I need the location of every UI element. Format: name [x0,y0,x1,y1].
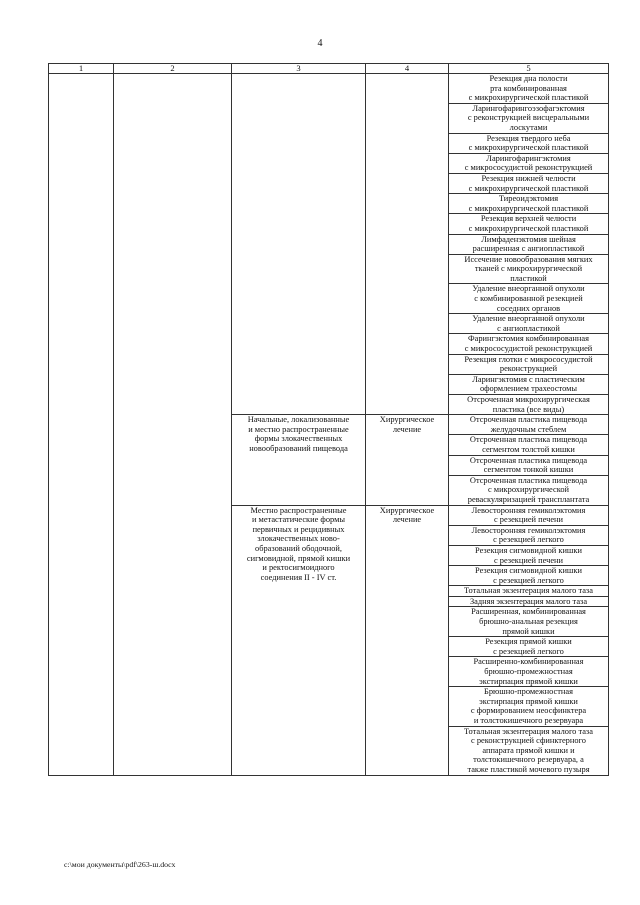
procedure-cell [449,607,609,637]
page-number: 4 [317,38,323,49]
procedure-cell [449,194,609,214]
column-header: 5 [449,64,609,74]
procedure-cell [449,284,609,314]
procedure-cell [449,374,609,394]
procedure-cell [449,435,609,455]
procedure-text: Ларингофарингоэзофагэктомия с реконструкцией висцеральными лоскутами [467,103,590,132]
procedure-cell [449,153,609,173]
procedure-cell [449,214,609,234]
diagnosis-cell [232,505,366,775]
treatment-text: Хирургическое лечение [379,505,435,525]
diagnosis-text: Местно распространенные и метастатические формы первичных и рецидивных злокачественных ново- образований ободочной, сигмовидной, прямой кишки и ректосигмоидного соединения II - IV ст. [246,505,351,582]
procedure-cell [449,726,609,775]
procedure-text: Отсроченная пластика пищевода желудочным стеблем [469,415,588,434]
procedure-cell [449,334,609,354]
procedure-text: Резекция сигмовидной кишки с резекцией печени [475,545,582,565]
procedure-text: Резекция прямой кишки с резекцией легкого [485,637,572,656]
procedure-text: Задняя экзентерация малого таза [469,596,588,606]
procedure-text: Брюшно-промежностная экстирпация прямой кишки с формированием неосфинктера и толстокишечного резервуара [470,687,587,725]
procedure-text: Тотальная экзентерация малого таза [464,586,593,596]
procedure-text: Резекция нижней челюсти с микрохирургической пластикой [468,173,589,193]
procedure-cell [449,455,609,475]
procedure-text: Отсроченная пластика пищевода сегментом толстой кишки [469,435,588,454]
procedure-cell [449,415,609,435]
procedure-cell [449,133,609,153]
procedure-cell [449,234,609,254]
treatment-cell [366,74,449,415]
procedures-table [48,63,609,776]
table-header-row [49,64,609,74]
procedure-cell [449,657,609,687]
procedure-text: Фарингэктомия комбинированная с микрососудистой реконструкцией [464,334,593,354]
column-header: 3 [232,64,366,74]
treatment-cell [366,505,449,775]
column-header: 4 [366,64,449,74]
procedure-text: Тиреоидэктомия с микрохирургической пластикой [468,194,589,213]
procedure-cell [449,103,609,133]
procedure-text: Иссечение новообразования мягких тканей с микрохирургической пластикой [464,254,593,283]
procedure-cell [449,687,609,726]
procedure-cell [449,475,609,505]
procedure-cell [449,586,609,597]
procedure-text: Ларингэктомия с пластическим оформлением трахеостомы [472,374,585,394]
diagnosis-text: Начальные, локализованные и местно распространенные формы злокачественных новообразований пищевода [247,415,350,453]
procedure-text: Тотальная экзентерация малого таза с реконструкцией сфинктерного аппарата прямой кишки и толстокишечного резервуара, а также пластикой мочевого пузыря [464,726,593,774]
procedure-text: Отсроченная пластика пищевода сегментом тонкой кишки [469,455,588,475]
procedure-text: Резекция сигмовидной кишки с резекцией легкого [475,566,582,585]
column-header: 1 [49,64,114,74]
procedure-cell [449,173,609,193]
procedure-text: Расширенная, комбинированная брюшно-анальная резекция прямой кишки [471,607,586,636]
procedure-cell [449,525,609,545]
procedure-cell [449,596,609,607]
procedure-text: Резекция твердого неба с микрохирургической пластикой [468,133,589,153]
procedure-cell [449,545,609,565]
procedure-text: Левосторонняя гемиколэктомия с резекцией печени [471,505,586,525]
procedure-text: Резекция верхней челюсти с микрохирургической пластикой [468,214,589,233]
procedure-cell [449,74,609,104]
column-header: 2 [114,64,232,74]
procedure-text: Отсроченная пластика пищевода с микрохирургической реваскуляризацией трансплантата [467,475,590,504]
procedure-cell [449,637,609,657]
procedure-text: Левосторонняя гемиколэктомия с резекцией легкого [471,525,586,545]
procedure-text: Отсроченная микрохирургическая пластика (все виды) [467,395,590,414]
procedure-text: Удаление внеорганной опухоли с комбинированной резекцией соседних органов [472,284,585,313]
footer-file-path: c:\мои документы\pdf\263-ш.docx [64,860,176,869]
procedure-text: Резекция дна полости рта комбинированная с микрохирургической пластикой [468,74,589,103]
treatment-text: Хирургическое лечение [379,415,435,434]
diagnosis-cell [232,415,366,505]
procedure-text: Ларингофарингэктомия с микрососудистой реконструкцией [464,153,593,173]
procedure-text: Удаление внеорганной опухоли с ангиопластикой [472,314,585,333]
procedure-cell [449,354,609,374]
procedure-cell [449,395,609,415]
procedure-text: Расширенно-комбинированная брюшно-промежностная экстирпация прямой кишки [473,657,584,686]
procedure-text: Лимфаденэктомия шейная расширенная с ангиопластикой [472,234,585,254]
procedure-cell [449,505,609,525]
treatment-cell [366,415,449,505]
procedure-cell [449,314,609,334]
table-row [49,74,609,104]
procedure-cell [449,566,609,586]
column-1-cell [49,74,114,776]
diagnosis-cell [232,74,366,415]
column-2-cell [114,74,232,776]
procedure-cell [449,254,609,284]
procedure-text: Резекция глотки с микрососудистой реконструкцией [464,354,593,374]
